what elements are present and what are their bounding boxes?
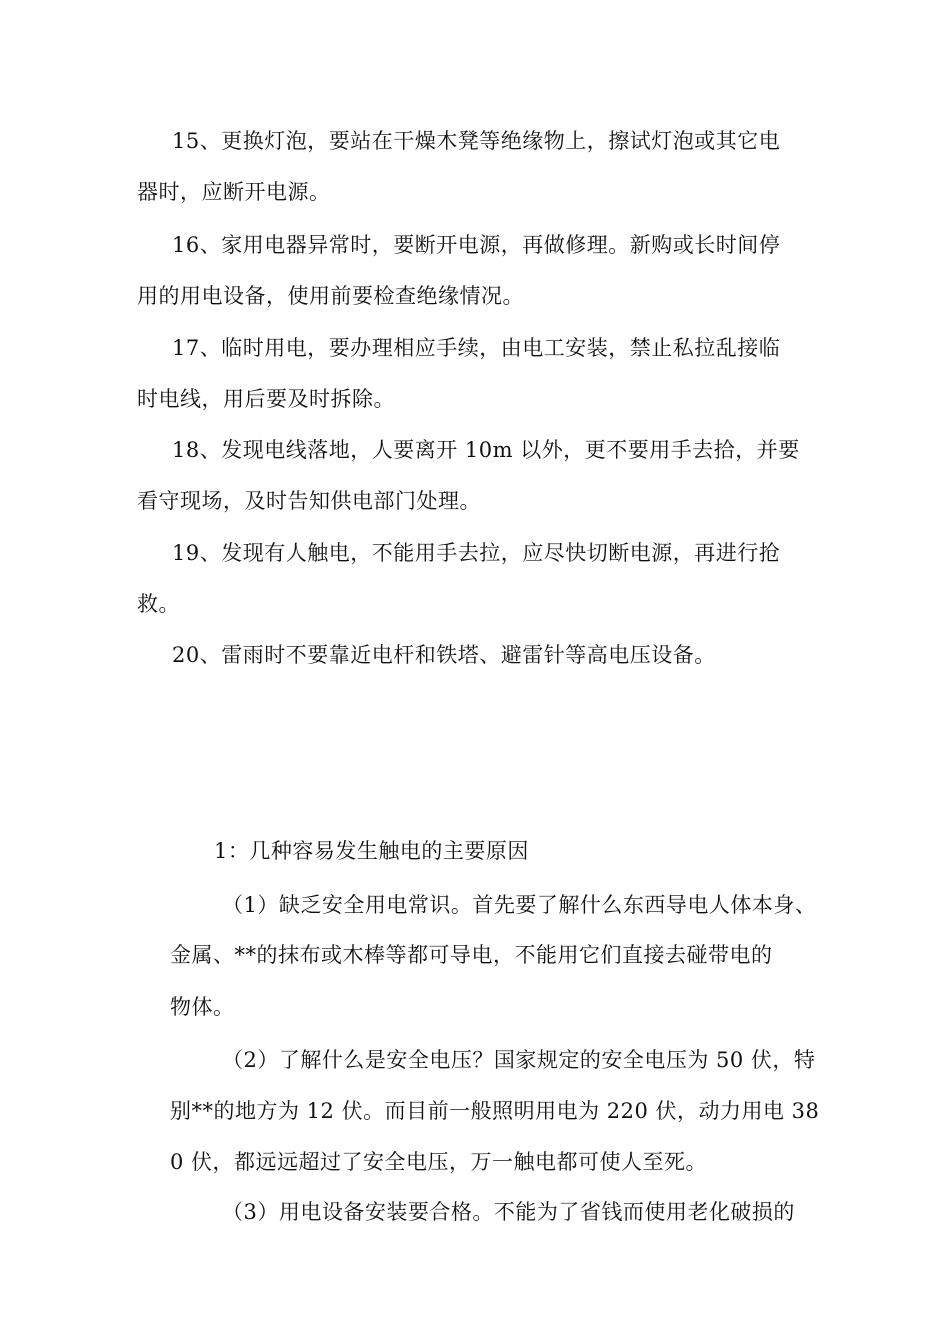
item-15-line-1: 15、更换灯泡，要站在干燥木凳等绝缘物上，擦试灯泡或其它电 [172,129,781,153]
item-17-line-1: 17、临时用电，要办理相应手续，由电工安装，禁止私拉乱接临 [172,336,781,360]
cause-1-line-1: （1）缺乏安全用电常识。首先要了解什么东西导电人体本身、 [222,893,817,917]
cause-2-line-1: （2）了解什么是安全电压？国家规定的安全电压为 50 伏，特 [222,1048,816,1072]
item-16-line-2: 用的用电设备，使用前要检查绝缘情况。 [137,284,524,308]
item-19-line-2: 救。 [137,592,180,616]
item-18-line-2: 看守现场，及时告知供电部门处理。 [137,489,481,513]
cause-2-line-2: 别**的地方为 12 伏。而目前一般照明用电为 220 伏，动力用电 38 [170,1099,820,1123]
section-heading: 1：几种容易发生触电的主要原因 [214,839,529,863]
item-20-line-1: 20、雷雨时不要靠近电杆和铁塔、避雷针等高电压设备。 [172,643,716,667]
item-17-line-2: 时电线，用后要及时拆除。 [137,387,395,411]
item-15-line-2: 器时，应断开电源。 [137,180,331,204]
cause-3-line-1: （3）用电设备安装要合格。不能为了省钱而使用老化破损的 [222,1200,795,1224]
item-19-line-1: 19、发现有人触电，不能用手去拉，应尽快切断电源，再进行抢 [172,541,781,565]
cause-2-line-3: 0 伏，都远远超过了安全电压，万一触电都可使人至死。 [170,1150,708,1174]
cause-1-line-2: 金属、**的抹布或木棒等都可导电，不能用它们直接去碰带电的 [170,943,773,967]
item-18-line-1: 18、发现电线落地，人要离开 10m 以外，更不要用手去拾，并要 [172,438,800,462]
item-16-line-1: 16、家用电器异常时，要断开电源，再做修理。新购或长时间停 [172,233,781,257]
cause-1-line-3: 物体。 [170,995,235,1019]
